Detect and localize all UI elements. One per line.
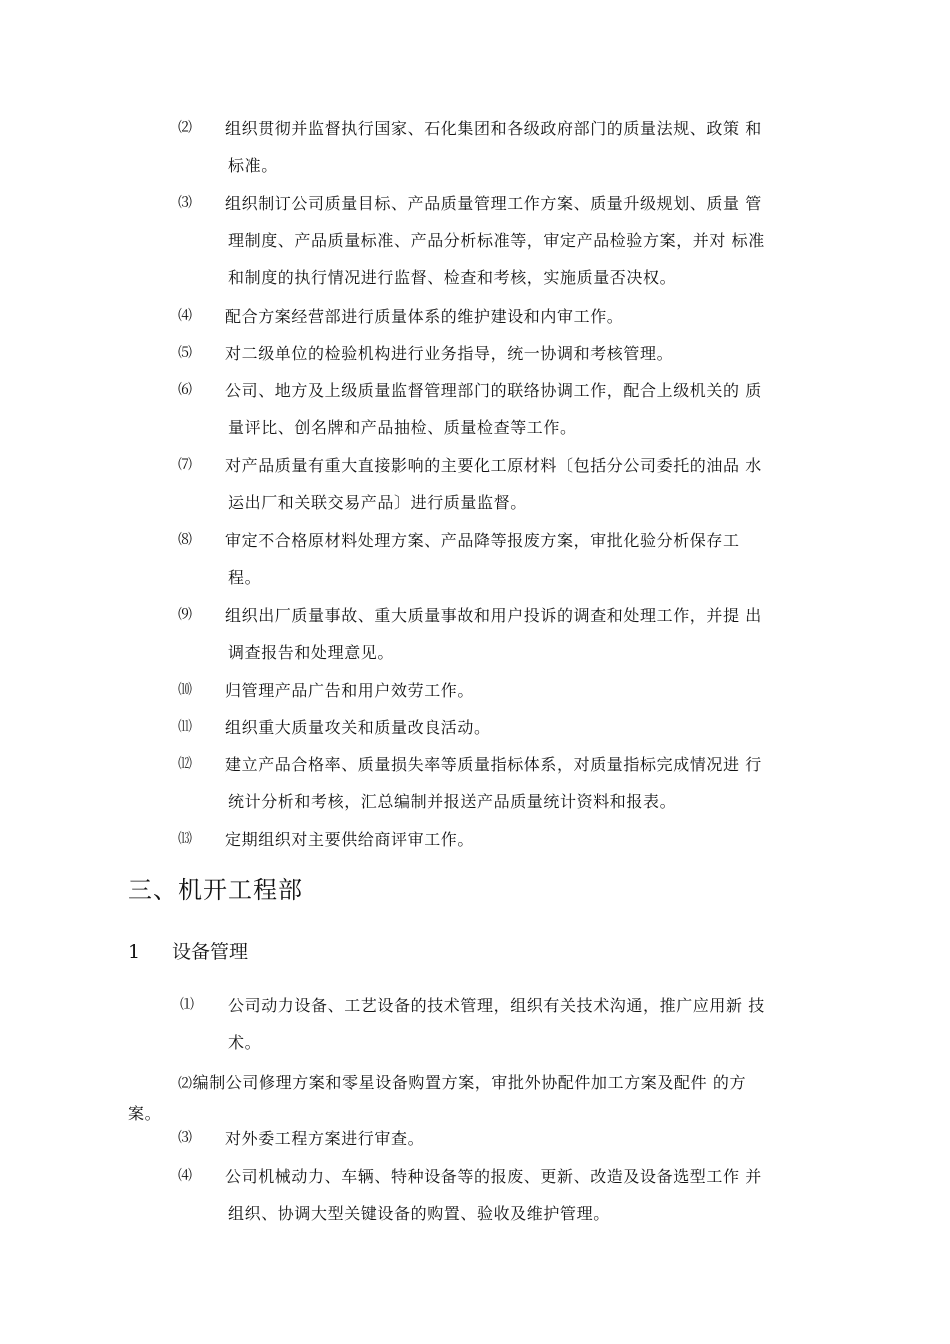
list-item (178, 746, 828, 820)
item-number: ⑷ (178, 308, 193, 324)
item-number: ⑶ (178, 1130, 193, 1146)
list-item (178, 335, 828, 372)
list-item (178, 709, 828, 746)
item-number: ⑵ (178, 1076, 193, 1092)
item-number: ⑹ (178, 382, 193, 398)
item-number: ⑶ (178, 195, 193, 211)
item-number: ⑼ (178, 607, 193, 623)
list-item (178, 110, 828, 184)
item-text: 对外委工程方案进行审查。 (225, 1129, 425, 1148)
item-text: 对二级单位的检验机构进行业务指导，统一协调和考核管理。 (225, 344, 674, 363)
list-item (178, 1120, 828, 1157)
item-text: 统计分析和考核，汇总编制并报送产品质量统计资料和报表。 (228, 792, 677, 811)
subsection-label: 设备管理 (172, 941, 249, 963)
list-item (178, 672, 828, 709)
item-number: ⑿ (178, 756, 193, 772)
item-text: 组织出厂质量事故、重大质量事故和用户投诉的调查和处理工作，并提 出 (225, 606, 762, 625)
item-number: ⑾ (178, 719, 193, 735)
item-text: 术。 (228, 1033, 262, 1052)
list-item (178, 298, 828, 335)
item-text: 定期组织对主要供给商评审工作。 (225, 830, 475, 849)
item-text: 量评比、创名牌和产品抽检、质量检查等工作。 (228, 418, 577, 437)
item-text: 编制公司修理方案和零星设备购置方案，审批外协配件加工方案及配件 的方 (192, 1073, 747, 1092)
subsection-number: 1 (128, 941, 141, 963)
item-number: ⑴ (180, 997, 195, 1013)
section-title: 三、机开工程部 (128, 876, 303, 904)
item-text: 对产品质量有重大直接影响的主要化工原材料〔包括分公司委托的油品 水 (225, 456, 762, 475)
item-text: 组织制订公司质量目标、产品质量管理工作方案、质量升级规划、质量 管 (225, 194, 762, 213)
item-number: ⑺ (178, 457, 193, 473)
item-text: 程。 (228, 568, 262, 587)
item-text: 归管理产品广告和用户效劳工作。 (225, 681, 475, 700)
item-text: 配合方案经营部进行质量体系的维护建设和内审工作。 (225, 307, 624, 326)
item-text: 建立产品合格率、质量损失率等质量指标体系，对质量指标完成情况进 行 (225, 755, 762, 774)
item-number: ⑵ (178, 120, 193, 136)
list-item (178, 522, 828, 596)
item-number: ⑽ (178, 682, 193, 698)
item-text: 公司机械动力、车辆、特种设备等的报废、更新、改造及设备选型工作 并 (225, 1167, 762, 1186)
item-number: ⑻ (178, 532, 193, 548)
list-item (178, 987, 828, 1061)
item-text: 审定不合格原材料处理方案、产品降等报废方案，审批化验分析保存工 (225, 531, 740, 550)
item-text: 组织重大质量攻关和质量改良活动。 (225, 718, 491, 737)
item-text: 公司动力设备、工艺设备的技术管理，组织有关技术沟通，推广应用新 技 (228, 996, 765, 1015)
item-text: 运出厂和关联交易产品〕进行质量监督。 (228, 493, 527, 512)
list-item (178, 1158, 828, 1232)
list-item (178, 447, 828, 521)
list-item (178, 372, 828, 446)
item-text: 案。 (128, 1104, 162, 1123)
item-text: 和制度的执行情况进行监督、检查和考核，实施质量否决权。 (228, 268, 677, 287)
item-number: ⒀ (178, 831, 193, 847)
item-text: 标准。 (228, 156, 278, 175)
item-text: 调查报告和处理意见。 (228, 643, 395, 662)
subsection-title (128, 936, 248, 968)
item-number: ⑷ (178, 1168, 193, 1184)
list-item (178, 185, 828, 296)
item-text: 理制度、产品质量标准、产品分析标准等，审定产品检验方案，并对 标准 (228, 231, 765, 250)
item-text: 组织、协调大型关键设备的购置、验收及维护管理。 (228, 1204, 610, 1223)
list-item (178, 597, 828, 671)
item-text: 组织贯彻并监督执行国家、石化集团和各级政府部门的质量法规、政策 和 (225, 119, 762, 138)
item-text: 公司、地方及上级质量监督管理部门的联络协调工作，配合上级机关的 质 (225, 381, 762, 400)
list-item (178, 821, 828, 858)
item-number: ⑸ (178, 345, 193, 361)
